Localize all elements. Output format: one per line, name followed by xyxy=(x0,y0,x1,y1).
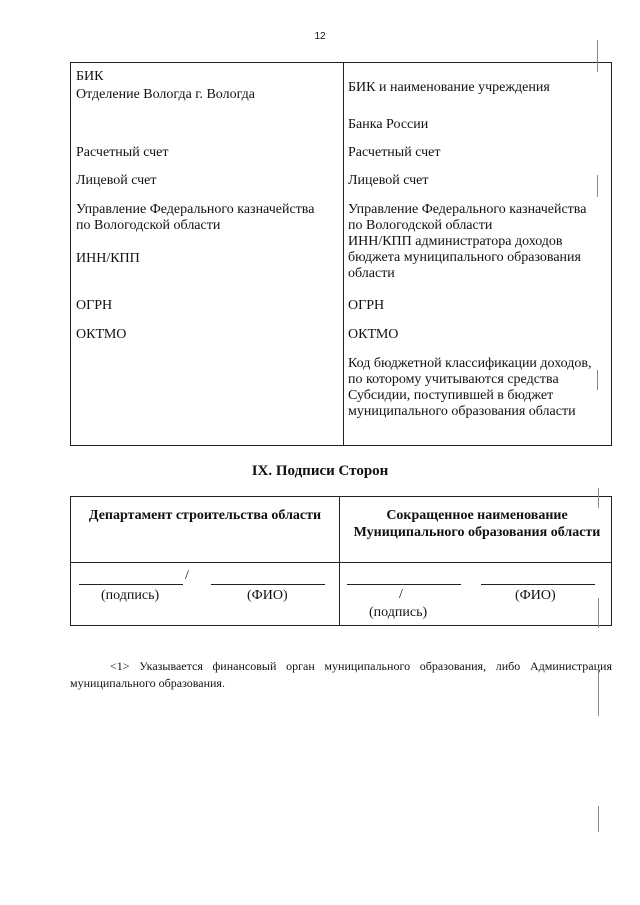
section-title: IX. Подписи Сторон xyxy=(251,463,389,479)
left-ogrn: ОГРН xyxy=(76,298,113,313)
left-personal-account: Лицевой счет xyxy=(76,173,157,188)
column-divider xyxy=(339,497,340,625)
left-signature-label: (подпись) xyxy=(101,588,160,603)
left-name-line xyxy=(211,584,325,585)
left-bik: БИК xyxy=(76,69,104,84)
left-bank: Отделение Вологда г. Вологда xyxy=(76,87,255,102)
left-treasury-line2: по Вологодской области xyxy=(76,218,221,233)
right-kbk: Код бюджетной классификации доходов, по которому учитываются средства Субсидии, поступившей в бюджет муниципального образования области xyxy=(348,356,592,419)
scan-artifact xyxy=(598,598,599,628)
left-slash: / xyxy=(185,568,189,583)
right-treasury-line1: Управление Федерального казначейства xyxy=(348,202,587,217)
left-signature-line xyxy=(79,584,183,585)
left-party-name: Департамент строительства области xyxy=(88,508,322,523)
scan-artifact xyxy=(598,806,599,832)
scan-artifact xyxy=(598,488,599,508)
right-account: Расчетный счет xyxy=(348,145,441,160)
row-divider xyxy=(71,562,611,563)
scan-artifact xyxy=(598,668,599,716)
right-oktmo: ОКТМО xyxy=(348,327,399,342)
left-treasury-line1: Управление Федерального казначейства xyxy=(76,202,315,217)
left-account: Расчетный счет xyxy=(76,145,169,160)
left-name-label: (ФИО) xyxy=(247,588,288,603)
right-bik: БИК и наименование учреждения xyxy=(348,80,550,95)
column-divider xyxy=(343,63,344,445)
right-treasury-line2: по Вологодской области xyxy=(348,218,493,233)
right-signature-line xyxy=(347,584,461,585)
right-ogrn: ОГРН xyxy=(348,298,385,313)
left-oktmo: ОКТМО xyxy=(76,327,127,342)
right-name-line xyxy=(481,584,595,585)
footnote: <1> Указывается финансовый орган муниципального образования, либо Администрация муниципального образования. xyxy=(70,659,612,690)
left-inn-kpp: ИНН/КПП xyxy=(76,251,140,266)
right-bank: Банка России xyxy=(348,117,429,132)
signatures-table xyxy=(70,496,612,626)
right-slash: / xyxy=(399,587,403,602)
right-inn-kpp: ИНН/КПП администратора доходов бюджета муниципального образования области xyxy=(348,234,581,281)
scan-artifact xyxy=(597,40,598,72)
scan-artifact xyxy=(597,175,598,197)
scan-artifact xyxy=(597,370,598,390)
right-personal-account: Лицевой счет xyxy=(348,173,429,188)
right-signature-label: (подпись) xyxy=(369,605,428,620)
right-name-label: (ФИО) xyxy=(515,588,556,603)
right-party-name: Сокращенное наименование Муниципального образования области xyxy=(353,508,601,540)
requisites-table xyxy=(70,62,612,446)
page-number: 12 xyxy=(314,31,326,42)
